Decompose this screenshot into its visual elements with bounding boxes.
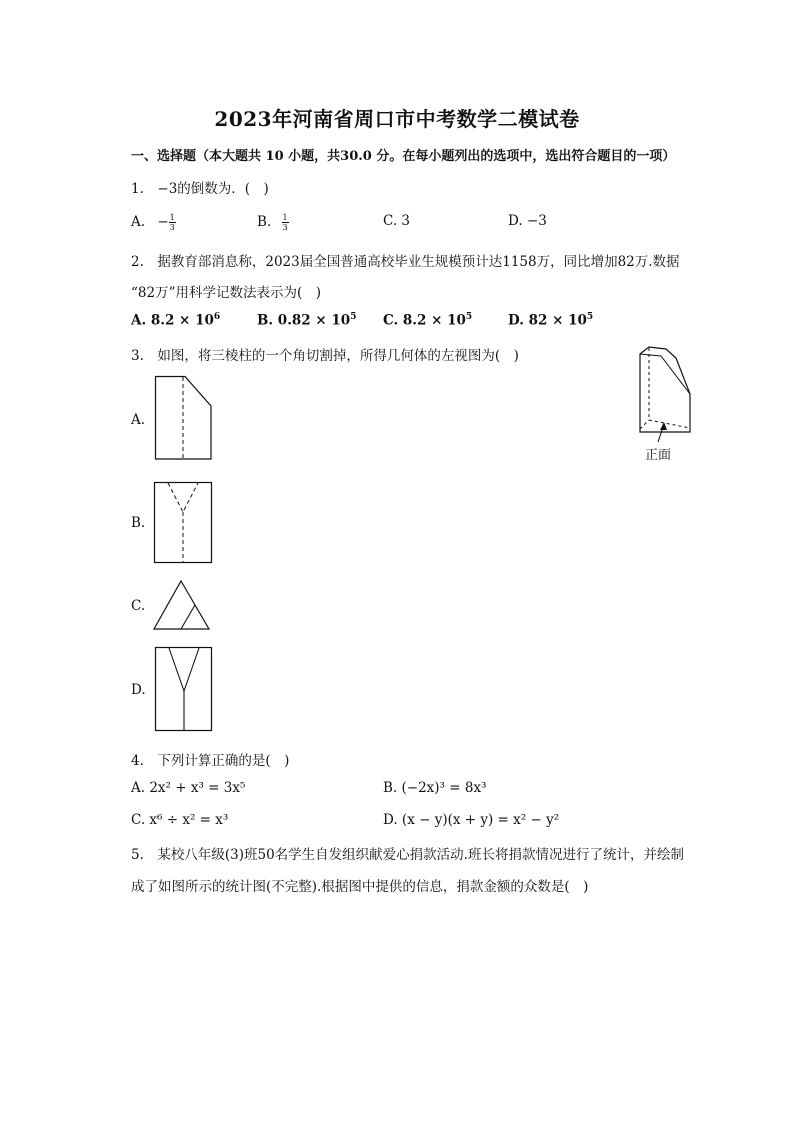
question-3-stem: 3. 如图，将三棱柱的一个角切割掉，所得几何体的左视图为( )	[131, 348, 519, 364]
option-a-sign: −	[157, 214, 169, 230]
question-4-option-b: B. (−2x)³ = 8x³	[383, 780, 487, 796]
option-c-view-figure	[153, 580, 213, 632]
question-1-option-a	[131, 213, 176, 232]
question-4-stem: 4. 下列计算正确的是( )	[131, 753, 290, 769]
front-view-label: 正面	[645, 448, 672, 463]
option-b-label: B.	[257, 214, 272, 230]
question-2-option-a	[131, 312, 220, 329]
question-2-option-d	[508, 312, 593, 329]
question-2-stem-line1: 2. 据教育部消息称，2023届全国普通高校毕业生规模预计达1158万，同比增加82万.数据	[131, 254, 680, 270]
option-a-denominator: 3	[169, 223, 175, 232]
page-title: 2023年河南省周口市中考数学二模试卷	[214, 107, 580, 131]
option-b-numerator: 1	[282, 213, 288, 222]
option-a-exponent: 6	[213, 312, 221, 322]
option-b-view-figure	[154, 482, 214, 564]
question-1-option-d: D. −3	[508, 213, 547, 229]
option-a-label: A.	[131, 214, 146, 230]
question-5-stem-line2: 成了如图所示的统计图(不完整).根据图中提供的信息，捐款金额的众数是( )	[131, 879, 589, 895]
question-2-stem-line2: “82万”用科学记数法表示为( )	[131, 285, 322, 301]
option-a-fraction	[169, 213, 176, 232]
question-3-option-a-label: A.	[131, 412, 146, 428]
option-b-fraction	[282, 213, 289, 232]
question-2-option-b	[257, 312, 356, 329]
option-c-exponent: 5	[465, 312, 473, 322]
question-1-option-b	[257, 213, 289, 232]
question-1-option-c: C. 3	[383, 213, 411, 229]
section-heading: 一、选择题（本大题共 10 小题，共30.0 分。在每小题列出的选项中，选出符合题目的一项）	[131, 149, 676, 164]
question-5-stem-line1: 5. 某校八年级(3)班50名学生自发组织献爱心捐款活动.班长将捐款情况进行了统计，并绘制	[131, 847, 684, 863]
question-3-option-c-label: C.	[131, 598, 146, 614]
option-b-text: B. 0.82 × 10	[257, 312, 351, 329]
question-4-option-a: A. 2x² + x³ = 3x⁵	[131, 780, 246, 796]
question-2-option-c	[383, 312, 472, 329]
option-d-text: D. 82 × 10	[508, 312, 587, 329]
question-4-option-c: C. x⁶ ÷ x² = x³	[131, 812, 229, 828]
option-a-numerator: 1	[169, 213, 175, 222]
question-4-option-d: D. (x − y)(x + y) = x² − y²	[383, 812, 560, 828]
option-a-view-figure	[155, 376, 215, 462]
option-d-exponent: 5	[586, 312, 594, 322]
option-b-denominator: 3	[282, 223, 288, 232]
option-c-text: C. 8.2 × 10	[383, 312, 466, 329]
option-d-view-figure	[155, 647, 215, 733]
question-3-option-d-label: D.	[131, 682, 146, 698]
question-3-option-b-label: B.	[131, 515, 146, 531]
cut-prism-figure	[636, 344, 706, 444]
option-b-exponent: 5	[350, 312, 357, 322]
option-a-text: A. 8.2 × 10	[131, 312, 214, 329]
question-1-stem: 1. −3的倒数为．( )	[131, 181, 269, 197]
